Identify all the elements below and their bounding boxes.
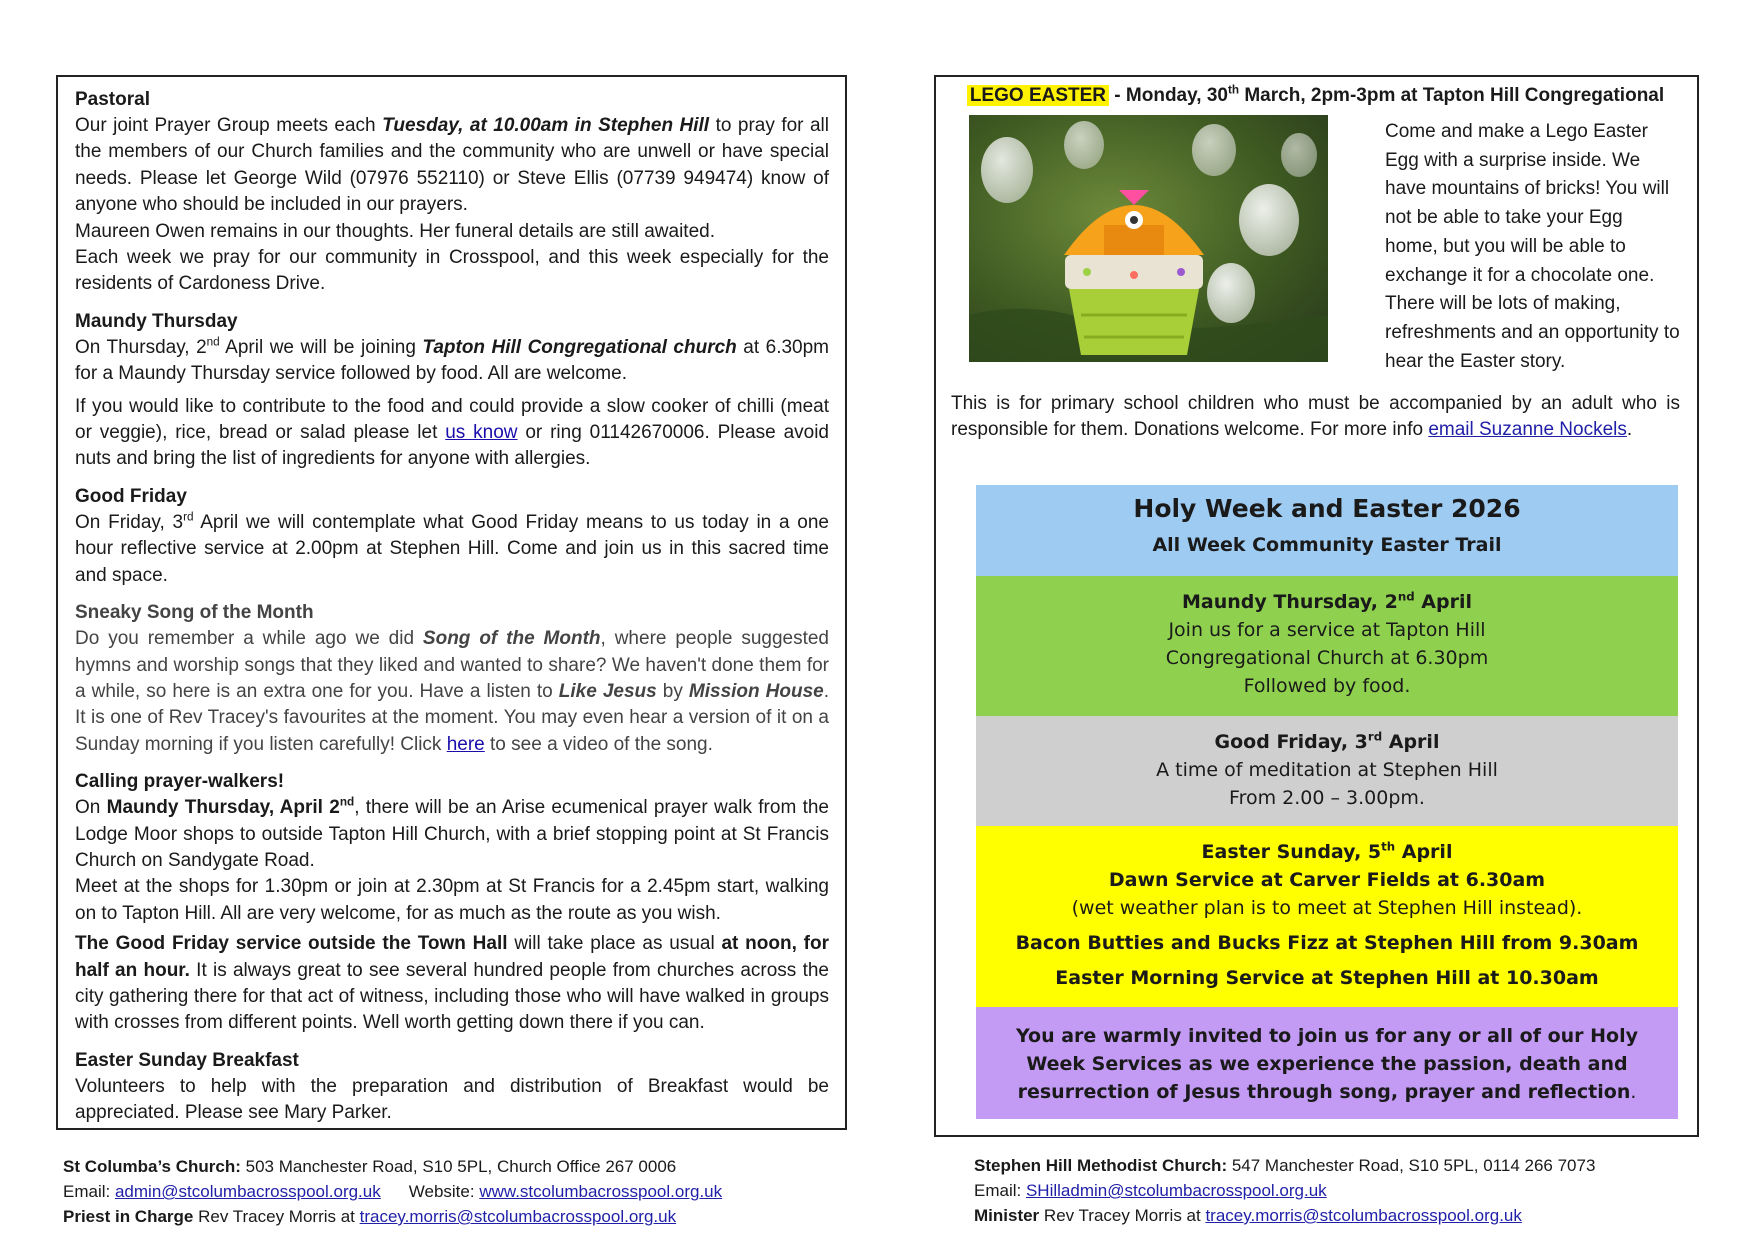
us-know-link[interactable]: us know	[445, 422, 518, 444]
schedule-title-block	[976, 485, 1678, 576]
good-friday-section	[75, 484, 829, 589]
easter-block-heading: Easter Sunday, 5th April	[1201, 839, 1453, 863]
holy-week-schedule	[976, 485, 1678, 1119]
good-friday-paragraph: On Friday, 3rd April we will contemplate what Good Friday means to us today in a one hour reflective service at 2.00pm at Stephen Hill. Come and join us in this sacred time and space.	[75, 510, 829, 586]
easter-line-2: (wet weather plan is to meet at Stephen Hill instead).	[1071, 897, 1583, 919]
song-paragraph: Do you remember a while ago we did Song of the Month, where people suggested hymns and worship songs that they liked and wanted to share? We haven't done them for a while, so here is an extra one for you. Have a listen to Like Jesus by Mission House. It is one of Rev Tracey's favourites at the moment. You may even hear a version of it on a Sunday morning if you listen carefully! Click here to see a video of the song.	[75, 628, 830, 755]
easter-sunday-block	[976, 826, 1678, 1007]
pastoral-section	[75, 87, 829, 298]
admin-email-link[interactable]: admin@stcolumbacrosspool.org.uk	[114, 1182, 381, 1201]
maundy-paragraph: On Thursday, 2nd April we will be joining Tapton Hill Congregational church at 6.30pm for a Maundy Thursday service followed by food. All are welcome.	[75, 335, 829, 385]
right-panel	[934, 75, 1699, 1137]
footer-right-email-line: Email: SHilladmin@stcolumbacrosspool.org.uk	[974, 1181, 1327, 1200]
lego-egg-illustration	[969, 115, 1328, 362]
breakfast-paragraph: Volunteers to help with the preparation and distribution of Breakfast would be appreciated. Please see Mary Parker.	[75, 1075, 829, 1124]
maundy-heading: Maundy Thursday	[75, 310, 238, 332]
easter-line-4: Easter Morning Service at Stephen Hill at 10.30am	[1055, 967, 1599, 989]
lego-note: This is for primary school children who must be accompanied by an adult who is responsible for them. Donations welcome. For more info email Suzanne Nockels.	[951, 393, 1680, 440]
footer-left-contact-line: Email: admin@stcolumbacrosspool.org.uk Website: www.stcolumbacrosspool.org.uk	[63, 1182, 723, 1201]
footer-left	[63, 1154, 722, 1229]
maundy-block-heading: Maundy Thursday, 2nd April	[1181, 589, 1472, 613]
invitation-text: You are warmly invited to join us for any or all of our Holy Week Services as we experience the passion, death and resurrection of Jesus through song, prayer and reflection.	[1016, 1025, 1638, 1103]
pastoral-remembrance: Maureen Owen remains in our thoughts. Her funeral details are still awaited.	[75, 220, 715, 242]
lego-easter-highlight: LEGO EASTER	[967, 85, 1109, 106]
maundy-line-3: Followed by food.	[1243, 675, 1411, 697]
maundy-line-1: Join us for a service at Tapton Hill	[1168, 619, 1486, 641]
footer-right	[974, 1153, 1595, 1228]
good-friday-heading: Good Friday	[75, 485, 187, 507]
breakfast-heading: Easter Sunday Breakfast	[75, 1049, 299, 1071]
schedule-subtitle: All Week Community Easter Trail	[1152, 534, 1502, 556]
footer-left-church-line: St Columba’s Church: 503 Manchester Road, S10 5PL, Church Office 267 0006	[63, 1157, 677, 1176]
priest-email-link[interactable]: tracey.morris@stcolumbacrosspool.org.uk	[359, 1207, 677, 1226]
footer-right-minister-line: Minister Rev Tracey Morris at tracey.morris@stcolumbacrosspool.org.uk	[974, 1206, 1522, 1225]
maundy-food-paragraph: If you would like to contribute to the food and could provide a slow cooker of chilli (meat or veggie), rice, bread or salad please let us know or ring 01142670006. Please avoid nuts and bring the list of ingredients for anyone with allergies.	[75, 395, 829, 470]
schedule-title: Holy Week and Easter 2026	[1133, 494, 1521, 523]
footer-right-church-line: Stephen Hill Methodist Church: 547 Manchester Road, S10 5PL, 0114 266 7073	[974, 1156, 1596, 1175]
prayer-walk-paragraph: On Maundy Thursday, April 2nd, there will be an Arise ecumenical prayer walk from the Lodge Moor shops to outside Tapton Hill Church, with a brief stopping point at St Francis Church on Sandygate Road.	[75, 795, 829, 871]
maundy-line-2: Congregational Church at 6.30pm	[1165, 647, 1489, 669]
prayer-walk-meet-paragraph: Meet at the shops for 1.30pm or join at 2.30pm at St Francis for a 2.45pm start, walking on to Tapton Hill. All are very welcome, for as much as the route as you wish.	[75, 876, 829, 924]
lego-row	[951, 115, 1680, 376]
pastoral-heading: Pastoral	[75, 89, 150, 110]
town-hall-paragraph: The Good Friday service outside the Town Hall will take place as usual at noon, for half an hour. It is always great to see several hundred people from churches across the city gathering there for that act of witness, including those who will have walked in groups with crosses from different points. Well worth getting down there if you can.	[75, 933, 829, 1034]
pastoral-paragraph: Our joint Prayer Group meets each Tuesday, at 10.00am in Stephen Hill to pray for all the members of our Church families and the community who are unwell or have special needs. Please let George Wild (07976 552110) or Steve Ellis (07739 949474) know of anyone who should be included in our prayers.	[75, 115, 829, 216]
prayer-walk-heading: Calling prayer-walkers!	[75, 771, 285, 793]
footer-left-priest-line: Priest in Charge Rev Tracey Morris at tracey.morris@stcolumbacrosspool.org.uk	[63, 1207, 677, 1226]
website-link[interactable]: www.stcolumbacrosspool.org.uk	[479, 1182, 723, 1201]
pastoral-community: Each week we pray for our community in Crosspool, and this week especially for the residents of Cardoness Drive.	[75, 247, 829, 295]
minister-email-link[interactable]: tracey.morris@stcolumbacrosspool.org.uk	[1205, 1206, 1522, 1225]
email-suzanne-link[interactable]: email Suzanne Nockels	[1428, 418, 1627, 440]
friday-line-2: From 2.00 – 3.00pm.	[1229, 787, 1425, 809]
lego-easter-heading: LEGO EASTER - Monday, 30th March, 2pm-3pm at Tapton Hill Congregational	[951, 83, 1680, 109]
prayer-walk-section	[75, 769, 829, 1037]
invitation-block	[976, 1007, 1678, 1119]
lego-egg-photo	[969, 115, 1328, 362]
song-heading: Sneaky Song of the Month	[75, 602, 314, 624]
good-friday-block	[976, 716, 1678, 826]
lego-description: Come and make a Lego Easter Egg with a surprise inside. We have mountains of bricks! You will not be able to take your Egg home, but you will be able to exchange it for a chocolate one. There will be lots of making, refreshments and an opportunity to hear the Easter story.	[1385, 121, 1680, 372]
friday-block-heading: Good Friday, 3rd April	[1214, 729, 1440, 753]
maundy-thursday-block	[976, 576, 1678, 716]
easter-line-1: Dawn Service at Carver Fields at 6.30am	[1108, 869, 1546, 891]
left-panel	[56, 75, 847, 1130]
shill-email-link[interactable]: SHilladmin@stcolumbacrosspool.org.uk	[1025, 1181, 1327, 1200]
maundy-section	[75, 309, 829, 473]
easter-line-3: Bacon Butties and Bucks Fizz at Stephen Hill from 9.30am	[1015, 932, 1639, 954]
song-video-link[interactable]: here	[446, 733, 485, 755]
song-section	[75, 600, 829, 758]
friday-line-1: A time of meditation at Stephen Hill	[1156, 759, 1498, 781]
breakfast-section	[75, 1048, 829, 1127]
